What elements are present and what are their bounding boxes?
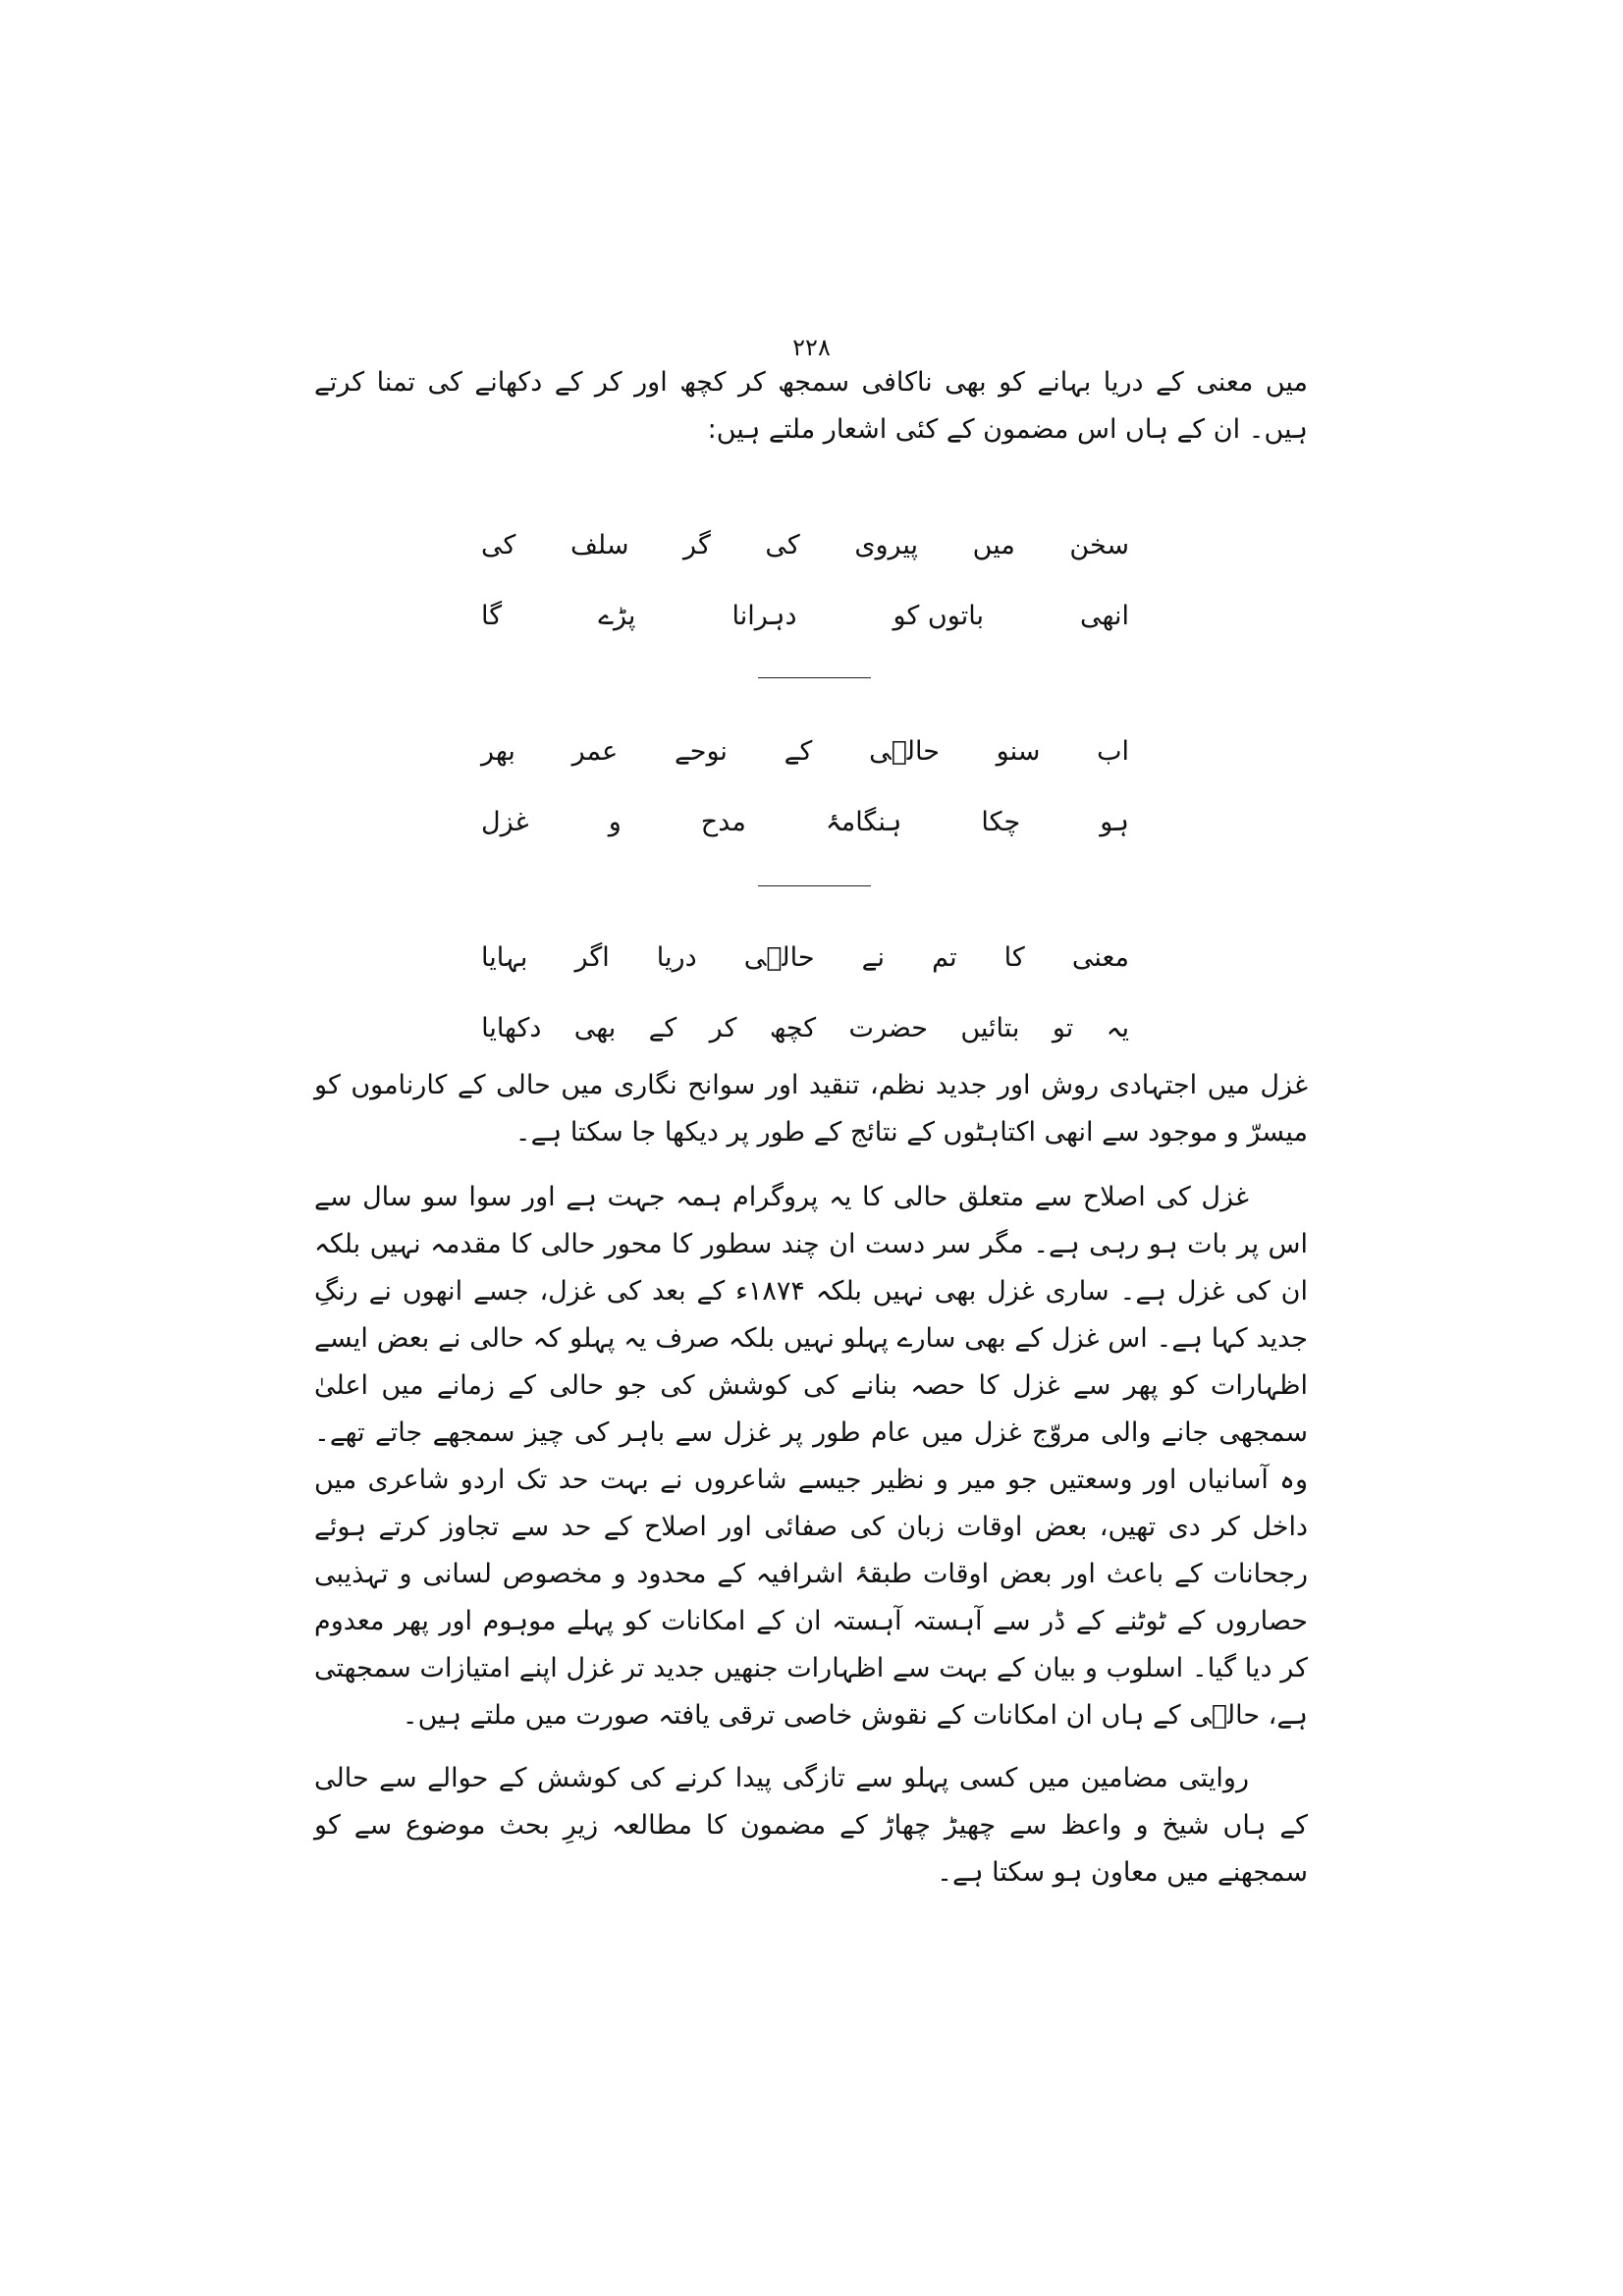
verse-word: سنو (996, 736, 1041, 767)
couplet-1-misra-1 (481, 510, 1129, 581)
verse-word: کر (709, 1013, 737, 1043)
verse-word: اب (1097, 736, 1129, 767)
verse-word: پیروی (854, 530, 919, 561)
verse-word: تم (932, 942, 957, 973)
verse-word: اگر (574, 942, 610, 973)
verse-word: گا (481, 601, 503, 631)
page-number: ۲۲۸ (792, 334, 831, 361)
verse-word: کچھ (769, 1013, 817, 1043)
verse-word: باتوں کو (893, 601, 984, 631)
couplet-2-misra-1 (481, 717, 1129, 787)
verse-word: غزل (481, 807, 529, 837)
paragraph-1-text: غزل میں اجتہادی روش اور جدید نظم، تنقید اور سوانح نگاری میں حالی کے کارناموں کو میسرّ و موجود سے انھی اکتاہٹوں کے نتائج کے طور پر دیکھا جا سکتا ہے۔ (314, 1070, 1308, 1148)
verse-word: عمر (571, 736, 619, 767)
verse-word: بہایا (481, 942, 528, 973)
verse-word: سلف (569, 530, 629, 561)
verse-word: بتائیں (960, 1013, 1020, 1043)
verse-word: تو (1052, 1013, 1074, 1043)
verse-word: معنی (1071, 942, 1129, 973)
verse-word: کے (784, 736, 813, 767)
paragraph-2-text: غزل کی اصلاح سے متعلق حالی کا یہ پروگرام ہمہ جہت ہے اور سوا سو سال سے اس پر بات ہو رہی ہے۔ مگر سر دست ان چند سطور کا محور حالی کا مقدمہ نہیں بلکہ ان کی غزل ہے۔ ساری غزل بھی نہیں بلکہ ۱۸۷۴ء کے بعد کی غزل، جسے انھوں نے رنگِ جدید کہا ہے۔ اس غزل کے بھی سارے پہلو نہیں بلکہ صرف یہ پہلو کہ حالی نے بعض ایسے اظہارات کو پھر سے غزل کا حصہ بنانے کی کوشش کی جو حالی کے زمانے میں اعلیٰ سمجھی جانے والی مروّج غزل میں عام طور پر غزل سے باہر کی چیز سمجھے جاتے تھے۔ وہ آسانیاں اور وسعتیں جو میر و نظیر جیسے شاعروں نے بہت حد تک اردو شاعری میں داخل کر دی تھیں، بعض اوقات زبان کی صفائی اور اصلاح کے حد سے تجاوز کرتے ہوئے رجحانات کے باعث اور بعض اوقات طبقۂ اشرافیہ کے محدود و مخصوص لسانی و تہذیبی حصاروں کے ٹوٹنے کے ڈر سے آہستہ آہستہ ان کے امکانات کو پہلے موہوم اور پھر معدوم کر دیا گیا۔ اسلوب و بیان کے بہت سے اظہارات جنھیں جدید تر غزل اپنے امتیازات سمجھتی ہے، حالؔی کے ہاں ان امکانات کے نقوش خاصی ترقی یافتہ صورت میں ملتے ہیں۔ (314, 1182, 1308, 1731)
verse-word: بھی (573, 1013, 617, 1043)
verse-word: کی (765, 530, 800, 561)
verse-word: حالؔی (869, 736, 940, 767)
couplet-3-misra-1 (481, 923, 1129, 993)
verse-word: پڑے (598, 601, 636, 631)
couplet-1-misra-2 (481, 581, 1129, 652)
verse-word: یہ (1106, 1013, 1129, 1043)
paragraph-2 (314, 1174, 1308, 1739)
paragraph-1 (314, 1062, 1308, 1156)
couplet-3 (481, 923, 1129, 1064)
verse-word: دکھایا (481, 1013, 542, 1043)
verse-word: و (608, 807, 622, 837)
verse-word: میں (972, 530, 1015, 561)
paragraph-3 (314, 1755, 1308, 1896)
verse-word: نوحے (674, 736, 728, 767)
verse-word: سخن (1069, 530, 1129, 561)
verse-word: بھر (481, 736, 515, 767)
verse-word: ہو (1100, 807, 1129, 837)
verse-word: انھی (1080, 601, 1129, 631)
verse-word: کے (648, 1013, 677, 1043)
verse-word: حالؔی (743, 942, 815, 973)
verse-word: گر (683, 530, 711, 561)
verse-word: حضرت (848, 1013, 928, 1043)
verse-word: مدح (700, 807, 746, 837)
intro-paragraph (314, 359, 1308, 454)
couplet-2 (481, 717, 1129, 858)
couplet-separator (758, 885, 871, 886)
intro-text: میں معنی کے دریا بہانے کو بھی ناکافی سمجھ کر کچھ اور کر کے دکھانے کی تمنا کرتے ہیں۔ ان کے ہاں اس مضمون کے کئی اشعار ملتے ہیں: (314, 367, 1308, 445)
verse-word: کا (1003, 942, 1025, 973)
verse-word: کی (481, 530, 516, 561)
verse-word: چکا (981, 807, 1021, 837)
verse-word: نے (861, 942, 885, 973)
couplet-3-misra-2 (481, 993, 1129, 1064)
paragraph-3-text: روایتی مضامین میں کسی پہلو سے تازگی پیدا کرنے کی کوشش کے حوالے سے حالی کے ہاں شیخ و واعظ سے چھیڑ چھاڑ کے مضمون کا مطالعہ زیرِ بحث موضوع سے کو سمجھنے میں معاون ہو سکتا ہے۔ (314, 1763, 1308, 1888)
verse-word: دہرانا (731, 601, 797, 631)
verse-word: ہنگامۂ (825, 807, 902, 837)
couplet-2-misra-2 (481, 787, 1129, 858)
couplet-separator (758, 677, 871, 678)
verse-word: دریا (656, 942, 697, 973)
couplet-1 (481, 510, 1129, 652)
